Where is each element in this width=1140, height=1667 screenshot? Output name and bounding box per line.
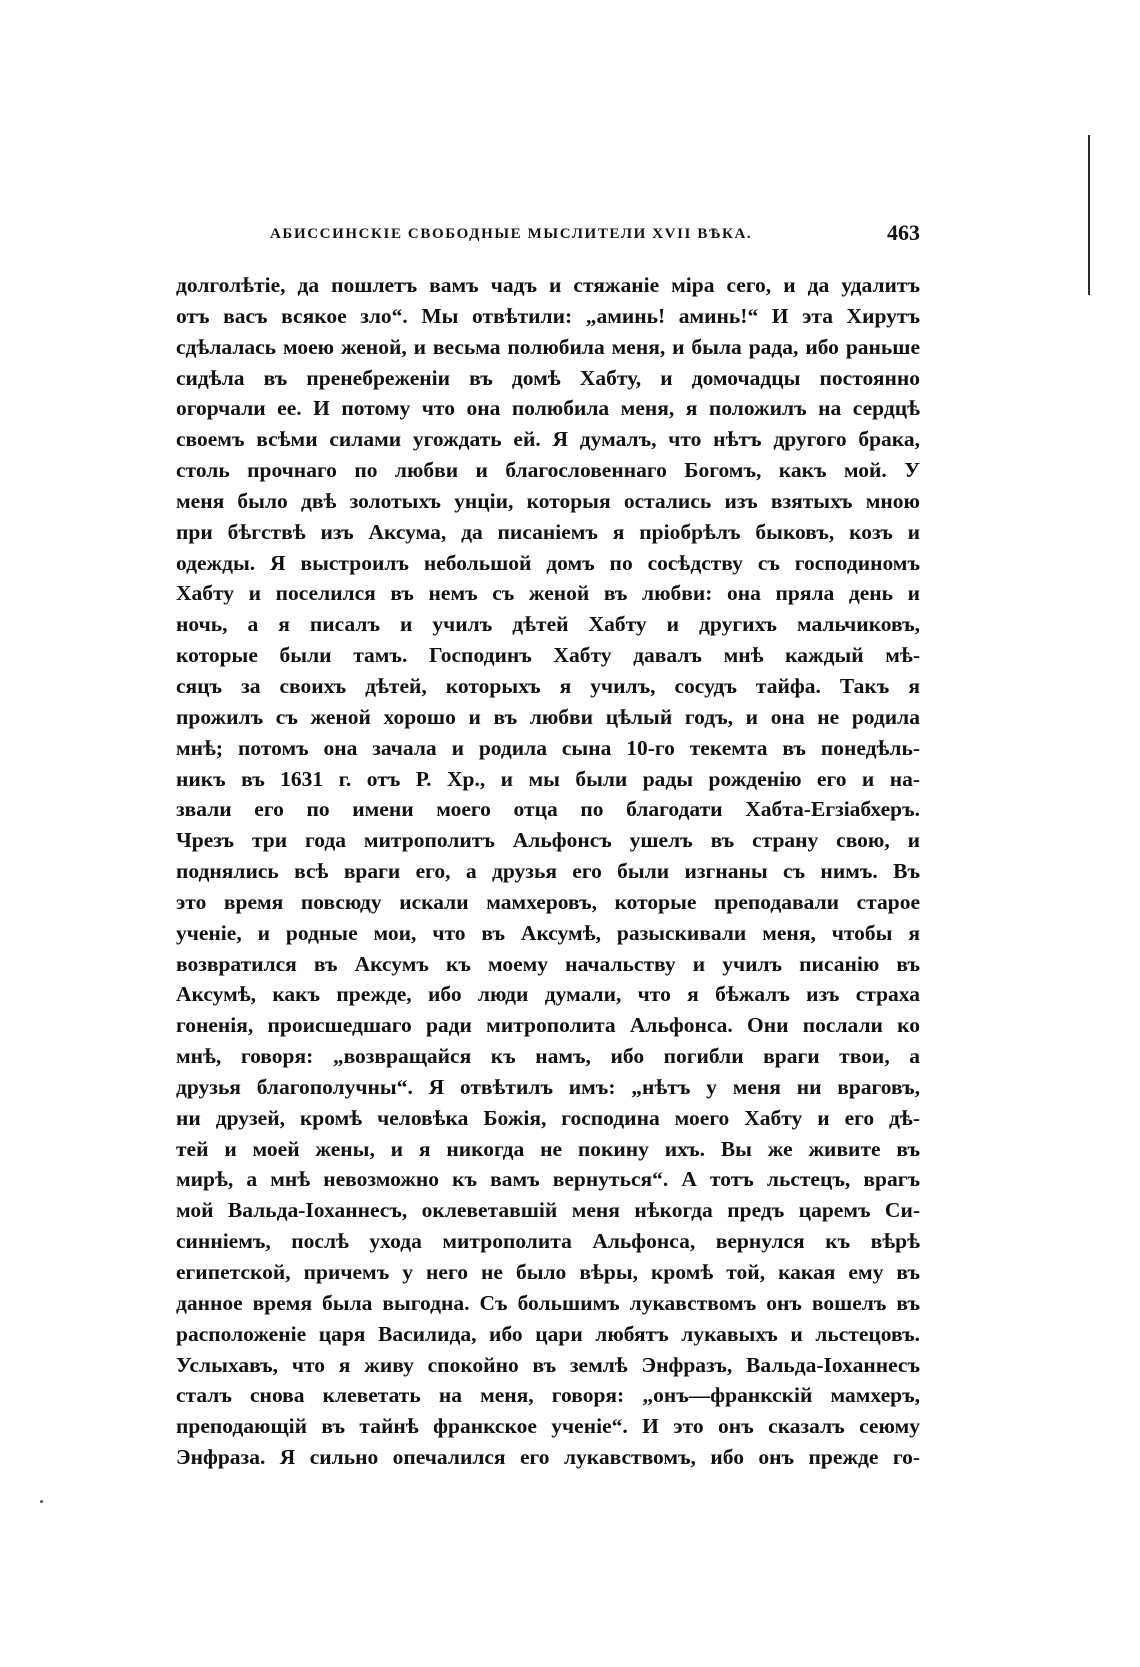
text-line: звали его по имени моего отца по благодати Хабта-Егзіабхеръ. xyxy=(176,797,920,822)
text-line: это время повсюду искали мамхеровъ, которые преподавали старое xyxy=(176,889,920,914)
text-line: Услыхавъ, что я живу спокойно въ землѣ Энфразъ, Вальда-Іоханнесъ xyxy=(176,1352,920,1377)
text-line: отъ васъ всякое зло“. Мы отвѣтили: „аминь! аминь!“ И эта Хирутъ xyxy=(176,303,920,328)
text-line: при бѣгствѣ изъ Аксума, да писаніемъ я пріобрѣлъ быковъ, козъ и xyxy=(176,519,920,544)
text-line: ни друзей, кромѣ человѣка Божія, господина моего Хабту и его дѣ- xyxy=(176,1105,920,1130)
text-line: сяцъ за своихъ дѣтей, которыхъ я училъ, сосудъ тайфа. Такъ я xyxy=(176,673,920,698)
body-text xyxy=(176,270,920,1473)
running-title: АБИССИНСКІЕ СВОБОДНЫЕ МЫСЛИТЕЛИ XVII ВѢКА. xyxy=(270,226,753,242)
text-line: поднялись всѣ враги его, а друзья его были изгнаны съ нимъ. Въ xyxy=(176,859,920,884)
text-line: огорчали ее. И потому что она полюбила меня, я положилъ на сердцѣ xyxy=(176,396,920,421)
text-line: Чрезъ три года митрополитъ Альфонсъ ушелъ въ страну свою, и xyxy=(176,828,920,853)
text-line: меня было двѣ золотыхъ унціи, которыя остались изъ взятыхъ мною xyxy=(176,488,920,513)
text-line: египетской, причемъ у него не было вѣры, кромѣ той, какая ему въ xyxy=(176,1260,920,1284)
text-line: никъ въ 1631 г. отъ Р. Хр., и мы были рады рожденію его и на- xyxy=(176,766,920,791)
page-number: 463 xyxy=(887,220,920,245)
text-line: столь прочнаго по любви и благословеннаго Богомъ, какъ мой. У xyxy=(176,458,920,483)
text-line: преподающій въ тайнѣ франкское ученіе“. И это онъ сказалъ сеюму xyxy=(176,1414,920,1439)
text-line: долголѣтіе, да пошлетъ вамъ чадъ и стяжаніе міра сего, и да удалитъ xyxy=(176,273,920,297)
text-line: сдѣлалась моею женой, и весьма полюбила меня, и была рада, ибо раньше xyxy=(176,334,920,359)
text-line: сидѣла въ пренебреженіи въ домѣ Хабту, и домочадцы постоянно xyxy=(176,365,920,390)
text-line: друзья благополучны“. Я отвѣтилъ имъ: „нѣтъ у меня ни враговъ, xyxy=(176,1074,920,1099)
text-line: синніемъ, послѣ ухода митрополита Альфонса, вернулся къ вѣрѣ xyxy=(176,1229,920,1254)
text-line: Энфраза. Я сильно опечалился его лукавствомъ, ибо онъ прежде го- xyxy=(176,1445,920,1470)
scan-speck xyxy=(40,1500,43,1503)
text-line: мой Вальда-Іоханнесъ, оклеветавшій меня нѣкогда предъ царемъ Си- xyxy=(176,1198,920,1223)
text-line: сталъ снова клеветать на меня, говоря: „онъ—франкскій мамхеръ, xyxy=(176,1383,920,1408)
text-line: возвратился въ Аксумъ къ моему начальству и училъ писанію въ xyxy=(176,951,920,976)
text-line: ночь, а я писалъ и училъ дѣтей Хабту и другихъ мальчиковъ, xyxy=(176,612,920,637)
running-head xyxy=(270,220,920,250)
text-line: прожилъ съ женой хорошо и въ любви цѣлый годъ, и она не родила xyxy=(176,704,920,729)
text-line: гоненія, происшедшаго ради митрополита Альфонса. Они послали ко xyxy=(176,1013,920,1038)
text-line: мнѣ; потомъ она зачала и родила сына 10-го текемта въ понедѣль- xyxy=(176,735,920,760)
text-line: тей и моей жены, и я никогда не покину ихъ. Вы же живите въ xyxy=(176,1136,920,1161)
text-line: своемъ всѣми силами угождать ей. Я думалъ, что нѣтъ другого брака, xyxy=(176,427,920,452)
scan-edge-line xyxy=(1088,135,1090,295)
text-line: данное время была выгодна. Съ большимъ лукавствомъ онъ вошелъ въ xyxy=(176,1290,920,1315)
text-line: мирѣ, а мнѣ невозможно къ вамъ вернуться“. А тотъ льстецъ, врагъ xyxy=(176,1167,920,1192)
text-line: одежды. Я выстроилъ небольшой домъ по сосѣдству съ господиномъ xyxy=(176,550,920,575)
text-line: Аксумѣ, какъ прежде, ибо люди думали, что я бѣжалъ изъ страха xyxy=(176,982,920,1007)
text-line: ученіе, и родные мои, что въ Аксумѣ, разыскивали меня, чтобы я xyxy=(176,920,920,945)
text-line: которые были тамъ. Господинъ Хабту давалъ мнѣ каждый мѣ- xyxy=(176,643,920,668)
text-line: мнѣ, говоря: „возвращайся къ намъ, ибо погибли враги твои, а xyxy=(176,1044,920,1069)
text-line: расположеніе царя Василида, ибо цари любятъ лукавыхъ и льстецовъ. xyxy=(176,1321,920,1346)
text-line: Хабту и поселился въ немъ съ женой въ любви: она пряла день и xyxy=(176,581,920,606)
